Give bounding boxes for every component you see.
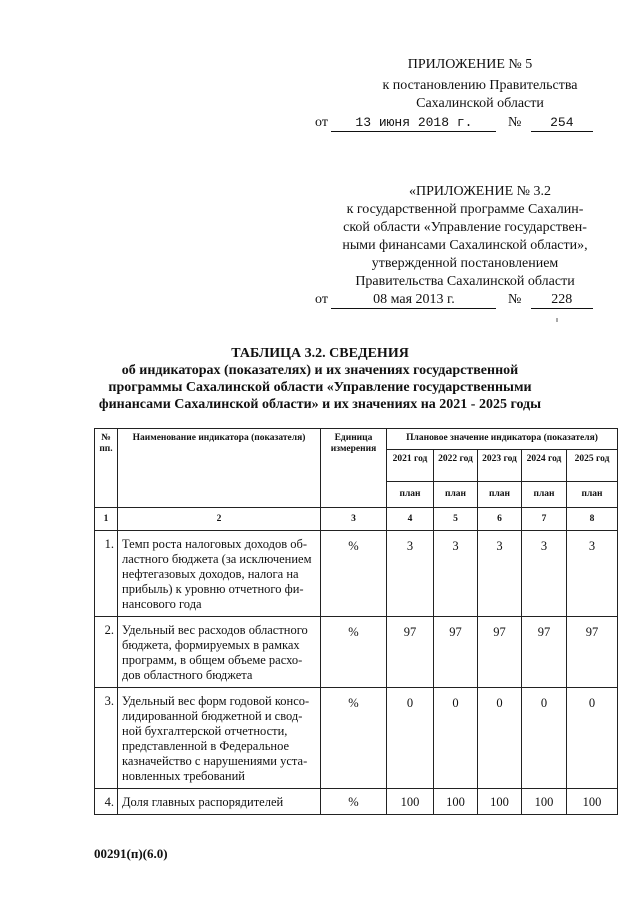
index-cell: 6 — [478, 508, 522, 531]
row-number: 3. — [95, 688, 118, 789]
table-row — [95, 617, 618, 688]
header-year-2025: 2025 год — [567, 450, 618, 482]
table-title-line3: программы Сахалинской области «Управление государственными — [108, 380, 532, 395]
row-value-2021: 100 — [387, 789, 434, 815]
row-value-2023: 0 — [478, 688, 522, 789]
footer-code: 00291(п)(6.0) — [94, 846, 168, 861]
row-unit: % — [321, 789, 387, 815]
table-title-line2: об индикаторах (показателях) и их значениях государственной — [121, 363, 519, 378]
index-cell: 2 — [118, 508, 321, 531]
row-name: Темп роста налоговых доходов об-ластного бюджета (за исключением нефтегазовых доходов, налога на прибыль) к уровню отчетного фи-нансового года — [118, 531, 321, 617]
header-year-2021: 2021 год — [387, 450, 434, 482]
header-plan-2025: план — [567, 482, 618, 508]
index-row — [95, 508, 618, 531]
row-value-2023: 3 — [478, 531, 522, 617]
appendix5-number: 254 — [531, 115, 593, 132]
header-name: Наименование индикатора (показателя) — [118, 429, 321, 508]
row-value-2022: 3 — [434, 531, 478, 617]
appendix5-from-label: от — [315, 115, 328, 130]
header-plan-2022: план — [434, 482, 478, 508]
appendix32-line3: ными финансами Сахалинской области», — [342, 238, 588, 253]
row-name: Удельный вес расходов областного бюджета, формируемых в рамках программ, в общем объеме расхо-дов областного бюджета — [118, 617, 321, 688]
row-value-2022: 97 — [434, 617, 478, 688]
row-value-2025: 100 — [567, 789, 618, 815]
index-cell: 5 — [434, 508, 478, 531]
row-value-2025: 97 — [567, 617, 618, 688]
header-year-2023: 2023 год — [478, 450, 522, 482]
index-cell: 8 — [567, 508, 618, 531]
appendix32-signature-line — [315, 291, 615, 309]
appendix32-from-label: от — [315, 292, 328, 307]
appendix5-date: 13 июня 2018 г. — [331, 115, 496, 132]
header-unit: Единица измерения — [321, 429, 387, 508]
appendix32-line1: к государственной программе Сахалин- — [346, 202, 584, 217]
index-cell: 1 — [95, 508, 118, 531]
header-plan: Плановое значение индикатора (показателя) — [387, 429, 618, 450]
appendix32-num-label: № — [507, 292, 522, 307]
appendix5-line2: Сахалинской области — [416, 96, 544, 111]
table-title-line1: ТАБЛИЦА 3.2. СВЕДЕНИЯ — [231, 346, 409, 361]
row-value-2022: 100 — [434, 789, 478, 815]
row-value-2022: 0 — [434, 688, 478, 789]
row-name: Удельный вес форм годовой консо-лидированной бюджетной и свод-ной бухгалтерской отчетности, представленной в Федеральное казначейство с нарушениями уста-новленных требований — [118, 688, 321, 789]
row-number: 1. — [95, 531, 118, 617]
row-value-2021: 97 — [387, 617, 434, 688]
row-value-2024: 3 — [522, 531, 567, 617]
table-row — [95, 688, 618, 789]
header-plan-2023: план — [478, 482, 522, 508]
table-row — [95, 789, 618, 815]
appendix5-num-label: № — [507, 115, 522, 130]
row-value-2021: 0 — [387, 688, 434, 789]
row-value-2024: 0 — [522, 688, 567, 789]
appendix32-number: 228 — [531, 292, 593, 309]
appendix32-line2: ской области «Управление государствен- — [343, 220, 587, 235]
appendix32-date: 08 мая 2013 г. — [331, 292, 496, 309]
appendix32-line4: утвержденной постановлением — [371, 256, 559, 271]
row-value-2025: 0 — [567, 688, 618, 789]
appendix32-line5: Правительства Сахалинской области — [355, 274, 575, 289]
indicators-table — [94, 428, 618, 815]
appendix5-title: ПРИЛОЖЕНИЕ № 5 — [407, 57, 533, 72]
row-value-2025: 3 — [567, 531, 618, 617]
table-title-line4: финансами Сахалинской области» и их значениях на 2021 - 2025 годы — [98, 397, 542, 412]
appendix32-title: «ПРИЛОЖЕНИЕ № 3.2 — [409, 184, 551, 199]
row-value-2023: 100 — [478, 789, 522, 815]
row-unit: % — [321, 688, 387, 789]
row-value-2021: 3 — [387, 531, 434, 617]
header-plan-2024: план — [522, 482, 567, 508]
index-cell: 4 — [387, 508, 434, 531]
row-number: 4. — [95, 789, 118, 815]
row-unit: % — [321, 617, 387, 688]
row-value-2024: 100 — [522, 789, 567, 815]
scan-mark — [556, 318, 558, 322]
header-plan-2021: план — [387, 482, 434, 508]
table-row — [95, 531, 618, 617]
row-number: 2. — [95, 617, 118, 688]
appendix5-signature-line — [315, 114, 615, 132]
row-value-2023: 97 — [478, 617, 522, 688]
index-cell: 3 — [321, 508, 387, 531]
index-cell: 7 — [522, 508, 567, 531]
header-year-2024: 2024 год — [522, 450, 567, 482]
header-year-2022: 2022 год — [434, 450, 478, 482]
header-no: № пп. — [95, 429, 118, 508]
appendix5-line1: к постановлению Правительства — [382, 78, 578, 93]
row-name: Доля главных распорядителей — [118, 789, 321, 815]
row-value-2024: 97 — [522, 617, 567, 688]
row-unit: % — [321, 531, 387, 617]
